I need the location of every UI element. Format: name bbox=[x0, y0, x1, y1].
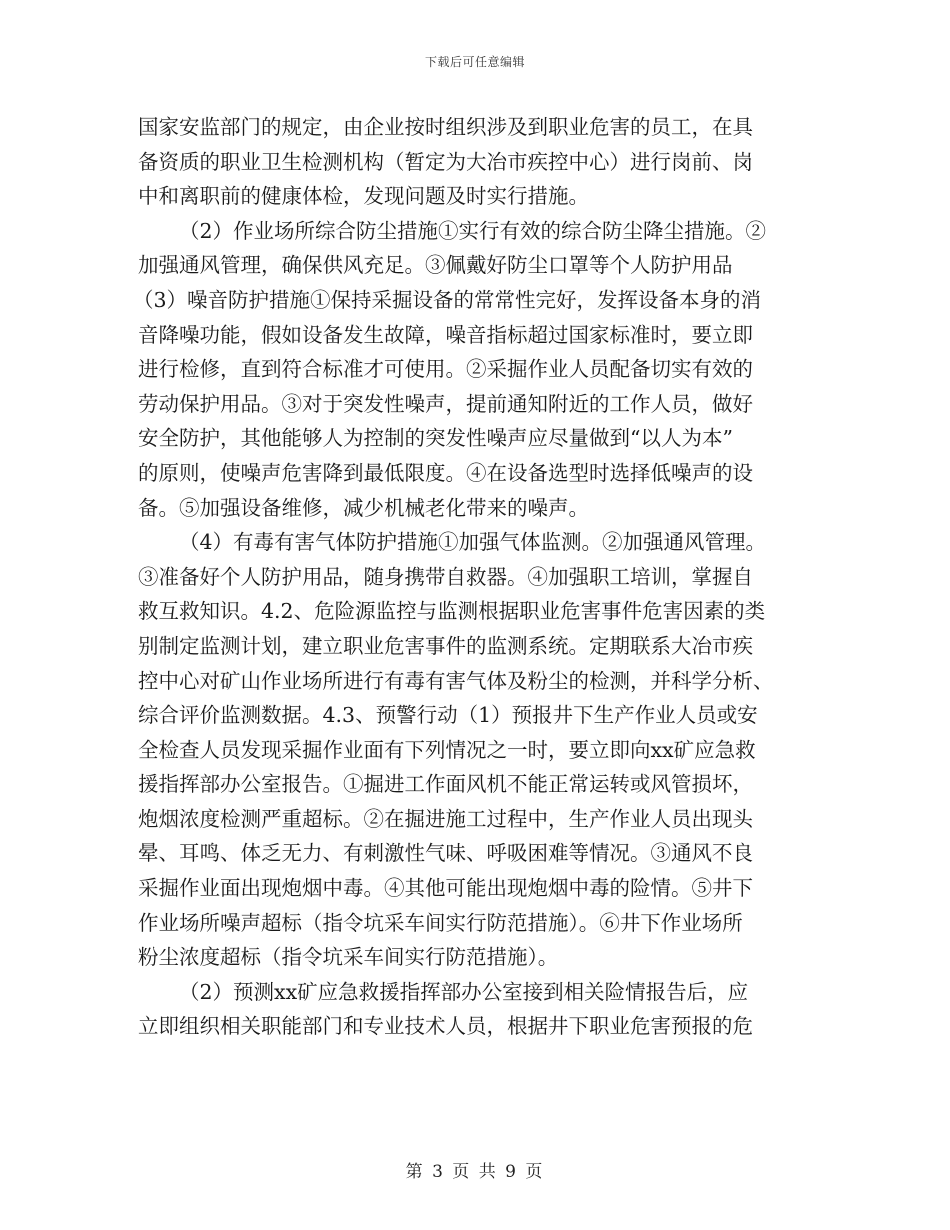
text-line: 国家安监部门的规定，由企业按时组织涉及到职业危害的员工，在具 bbox=[138, 115, 753, 139]
page-header: 下载后可任意编辑 bbox=[424, 55, 525, 69]
text-line: 备。⑤加强设备维修，减少机械老化带来的噪声。 bbox=[138, 495, 589, 520]
text-line: 的原则，使噪声危害降到最低限度。④在设备选型时选择低噪声的设 bbox=[138, 460, 753, 485]
page-number: 第 3 页 共 9 页 bbox=[405, 1162, 545, 1182]
text-line: 作业场所噪声超标（指令坑采车间实行防范措施）。⑥井下作业场所 bbox=[138, 910, 743, 935]
text-line: 全检查人员发现采掘作业面有下列情况之一时，要立即向xx矿应急救 bbox=[138, 737, 756, 762]
text-line: 炮烟浓度检测严重超标。②在掘进施工过程中，生产作业人员出现头 bbox=[138, 806, 753, 831]
paragraph-toxic-gas bbox=[138, 525, 802, 975]
paragraph-dust-control bbox=[138, 214, 802, 283]
text-line: 粉尘浓度超标（指令坑采车间实行防范措施）。 bbox=[138, 945, 559, 970]
text-line: ③准备好个人防护用品，随身携带自救器。④加强职工培训，掌握自 bbox=[138, 564, 753, 589]
text-line: 劳动保护用品。③对于突发性噪声，提前通知附近的工作人员，做好 bbox=[138, 391, 753, 416]
text-line: 音降噪功能，假如设备发生故障，噪音指标超过国家标准时，要立即 bbox=[138, 322, 753, 347]
text-line: （2）预测xx矿应急救援指挥部办公室接到相关险情报告后，应 bbox=[179, 979, 749, 1004]
text-line: 加强通风管理，确保供风充足。③佩戴好防尘口罩等个人防护用品 bbox=[138, 253, 733, 278]
paragraph-noise-control bbox=[133, 283, 802, 525]
text-line: 安全防护，其他能够人为控制的突发性噪声应尽量做到“以人为本” bbox=[138, 426, 733, 451]
text-line: 救互救知识。4.2、危险源监控与监测根据职业危害事件危害因素的类 bbox=[138, 599, 766, 624]
text-line: 援指挥部办公室报告。①掘进工作面风机不能正常运转或风管损坏， bbox=[138, 772, 753, 797]
text-line: （2）作业场所综合防尘措施①实行有效的综合防尘降尘措施。② bbox=[179, 218, 767, 243]
text-line: 备资质的职业卫生检测机构（暂定为大冶市疾控中心）进行岗前、岗 bbox=[138, 149, 753, 174]
text-line: 进行检修，直到符合标准才可使用。②采掘作业人员配备切实有效的 bbox=[138, 357, 753, 382]
text-line: 立即组织相关职能部门和专业技术人员，根据井下职业危害预报的危 bbox=[138, 1014, 753, 1039]
paragraph-forecast bbox=[138, 975, 802, 1044]
paragraph-health-exam bbox=[138, 110, 802, 214]
text-line: 综合评价监测数据。4.3、预警行动（1）预报井下生产作业人员或安 bbox=[138, 703, 758, 728]
text-line: 晕、耳鸣、体乏无力、有刺激性气味、呼吸困难等情况。③通风不良 bbox=[138, 841, 753, 866]
text-line: （3）噪音防护措施①保持采掘设备的常常性完好，发挥设备本身的消 bbox=[133, 287, 762, 312]
text-line: 采掘作业面出现炮烟中毒。④其他可能出现炮烟中毒的险情。⑤井下 bbox=[138, 876, 753, 901]
text-line: 控中心对矿山作业场所进行有毒有害气体及粉尘的检测，并科学分析、 bbox=[138, 668, 774, 693]
document-body bbox=[133, 110, 802, 1044]
text-line: 中和离职前的健康体检，发现问题及时实行措施。 bbox=[138, 184, 589, 209]
text-line: 别制定监测计划，建立职业危害事件的监测系统。定期联系大冶市疾 bbox=[138, 633, 753, 658]
text-line: （4）有毒有害气体防护措施①加强气体监测。②加强通风管理。 bbox=[179, 530, 767, 555]
